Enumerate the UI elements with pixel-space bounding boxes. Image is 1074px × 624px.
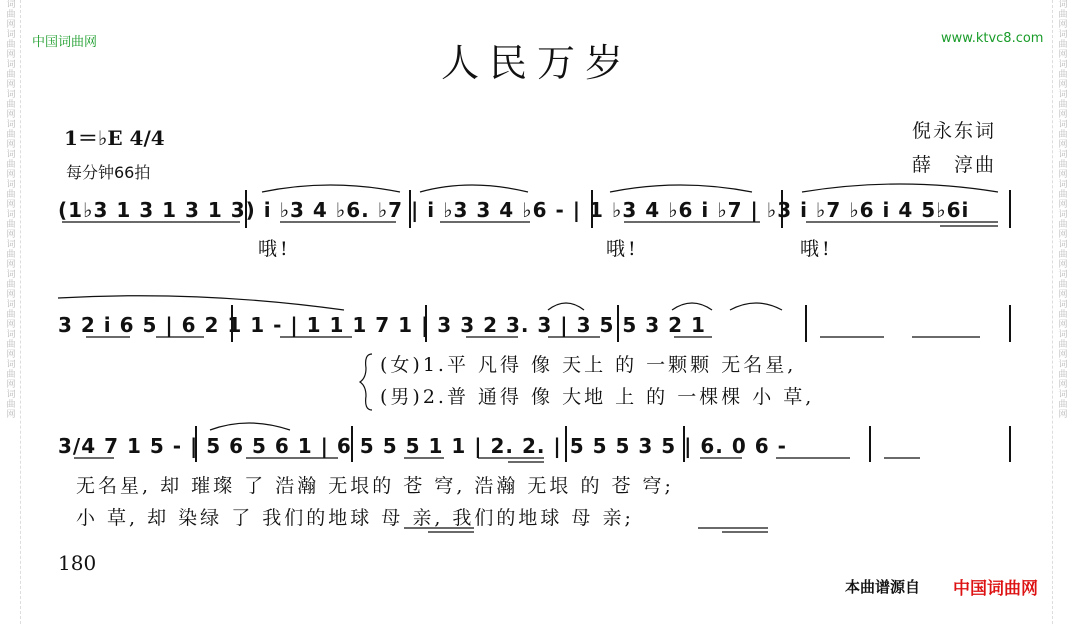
page-number: 180 <box>58 551 97 575</box>
slur <box>730 303 782 310</box>
side-watermark-right: 词曲网词曲网词曲网词曲网词曲网词曲网词曲网词曲网词曲网词曲网词曲网词曲网词曲网词曲网 <box>1058 0 1068 420</box>
verse-brace <box>360 354 372 410</box>
score-line-3: 3/4 7 1 5 - | 5 6 5 6 1 | 6 5 5 5 1 1 | 2. 2. | 5 5 5 3 5 | 6. 0 6 - <box>58 434 787 458</box>
score-line-1: (1♭3 1 3 1 3 1 3) i ♭3 4 ♭6. ♭7 | i ♭3 3 4 ♭6 - | 1 ♭3 4 ♭6 i ♭7 | ♭3 i ♭7 ♭6 i 4 5♭6i <box>58 198 970 222</box>
slur <box>802 184 998 192</box>
line1-lyric-1: 哦! <box>258 238 291 260</box>
source-label: 本曲谱源自 <box>845 578 921 596</box>
site-name: 中国词曲网 <box>32 35 98 50</box>
line2-lyrics-female: (女)1.平 凡得 像 天上 的 一颗颗 无名星, <box>380 354 797 376</box>
line1-lyric-2: 哦! <box>606 238 639 260</box>
slur <box>672 303 712 310</box>
source-site[interactable]: 中国词曲网 <box>953 579 1038 599</box>
lyricist-credit: 倪永东词 <box>912 120 997 142</box>
tempo-marking: 每分钟66拍 <box>66 163 151 182</box>
side-watermark-left: 词曲网词曲网词曲网词曲网词曲网词曲网词曲网词曲网词曲网词曲网词曲网词曲网词曲网词曲网 <box>6 0 16 420</box>
site-url[interactable]: www.ktvc8.com <box>941 31 1044 46</box>
slur <box>548 303 584 310</box>
slur <box>610 185 752 192</box>
key-signature: 1＝♭E 4/4 <box>64 126 165 150</box>
line3-lyrics-2: 小 草, 却 染绿 了 我们的地球 母 亲, 我们的地球 母 亲; <box>76 507 634 529</box>
line1-lyric-3: 哦! <box>800 238 833 260</box>
slur <box>420 185 528 192</box>
composer-credit: 薛 淳曲 <box>912 154 997 176</box>
slur <box>210 423 290 430</box>
score-line-2: 3 2 i 6 5 | 6 2 1 1 - | 1 1 1 7 1 | 3 3 2 3. 3 | 3 5 5 3 2 1 <box>58 313 706 337</box>
line3-lyrics-1: 无名星, 却 璀璨 了 浩瀚 无垠的 苍 穹, 浩瀚 无垠 的 苍 穹; <box>76 475 674 497</box>
song-title: 人民万岁 <box>440 41 633 85</box>
slur <box>262 185 400 192</box>
line2-lyrics-male: (男)2.普 通得 像 大地 上 的 一棵棵 小 草, <box>380 386 815 408</box>
slur <box>58 296 344 310</box>
